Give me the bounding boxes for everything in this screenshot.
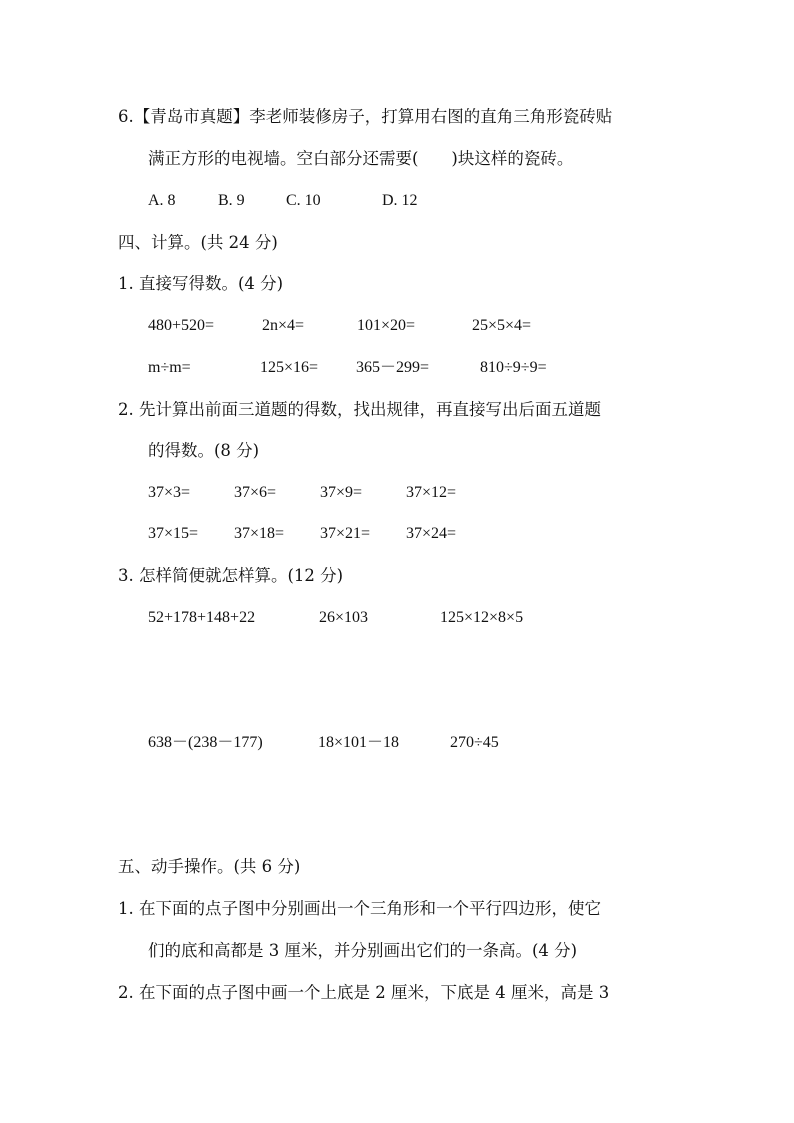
section-4-heading: 四、计算。(共 24 分) — [118, 233, 278, 252]
s4-p2-title-1: 2. 先计算出前面三道题的得数，找出规律，再直接写出后面五道题 — [118, 400, 601, 419]
q6-line-1: 6.【青岛市真题】李老师装修房子，打算用右图的直角三角形瓷砖贴 — [118, 107, 613, 126]
s4-p1-r2-c2: 125×16= — [260, 359, 319, 376]
s4-p2-r1-c3: 37×9= — [320, 484, 363, 501]
s4-p3-title: 3. 怎样简便就怎样算。(12 分) — [118, 566, 344, 585]
s4-p1-r2-c4: 810÷9÷9= — [480, 359, 547, 376]
s4-p2-r1-c2: 37×6= — [234, 484, 277, 501]
s5-p1-line-2: 们的底和高都是 3 厘米，并分别画出它们的一条高。(4 分) — [148, 941, 578, 960]
s4-p3-r2-c2: 18×101－18 — [318, 734, 400, 751]
s4-p3-r2-c1: 638－(238－177) — [148, 734, 263, 751]
s4-p3-r2-c3: 270÷45 — [450, 734, 499, 751]
s4-p3-r1-c3: 125×12×8×5 — [440, 609, 524, 626]
s5-p1-line-1: 1. 在下面的点子图中分别画出一个三角形和一个平行四边形，使它 — [118, 899, 601, 918]
s4-p1-r1-c2: 2n×4= — [262, 317, 305, 334]
s4-p2-r2-c2: 37×18= — [234, 525, 285, 542]
q6-option-a: A. 8 — [148, 192, 176, 209]
s4-p1-r1-c3: 101×20= — [357, 317, 416, 334]
s4-p2-r2-c4: 37×24= — [406, 525, 457, 542]
s4-p3-r1-c2: 26×103 — [319, 609, 369, 626]
s4-p1-r1-c4: 25×5×4= — [472, 317, 532, 334]
s4-p1-r1-c1: 480+520= — [148, 317, 215, 334]
s4-p1-r2-c3: 365－299= — [356, 359, 430, 376]
s4-p1-title: 1. 直接写得数。(4 分) — [118, 274, 284, 293]
q6-option-d: D. 12 — [382, 192, 418, 209]
s5-p2-line-1: 2. 在下面的点子图中画一个上底是 2 厘米，下底是 4 厘米，高是 3 — [118, 983, 610, 1002]
s4-p2-r1-c1: 37×3= — [148, 484, 191, 501]
q6-line-2: 满正方形的电视墙。空白部分还需要( )块这样的瓷砖。 — [148, 149, 574, 168]
s4-p3-r1-c1: 52+178+148+22 — [148, 609, 256, 626]
q6-option-c: C. 10 — [286, 192, 321, 209]
s4-p2-title-2: 的得数。(8 分) — [148, 441, 260, 460]
s4-p2-r1-c4: 37×12= — [406, 484, 457, 501]
s4-p1-r2-c1: m÷m= — [148, 359, 191, 376]
s4-p2-r2-c1: 37×15= — [148, 525, 199, 542]
q6-option-b: B. 9 — [218, 192, 245, 209]
s4-p2-r2-c3: 37×21= — [320, 525, 371, 542]
section-5-heading: 五、动手操作。(共 6 分) — [118, 857, 301, 876]
